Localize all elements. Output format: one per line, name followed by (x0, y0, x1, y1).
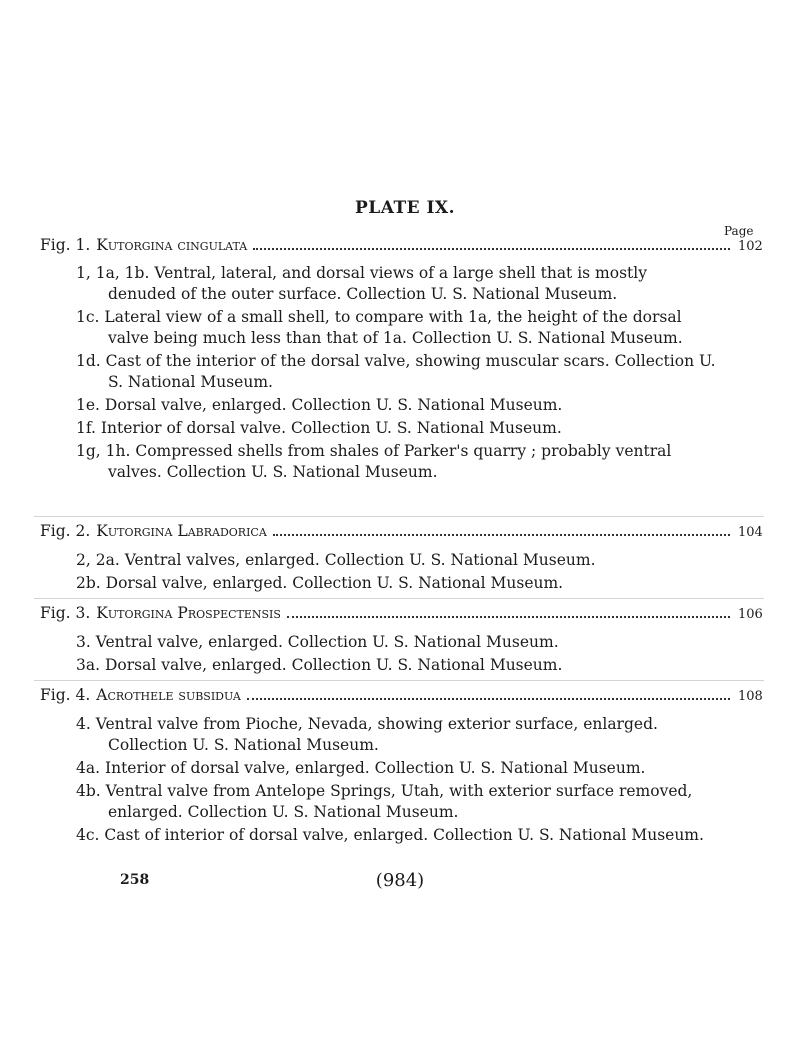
figure-label: Fig. 1. (40, 236, 91, 254)
item-text: Cast of the interior of the dorsal valve, showing muscular scars. Collection U. S. National Museum. (105, 352, 716, 391)
figure-item (76, 714, 716, 756)
item-text: Dorsal valve, enlarged. Collection U. S. National Museum. (104, 396, 563, 414)
figure-item (76, 758, 716, 779)
section-divider (34, 680, 764, 681)
item-ref: 1c. (76, 308, 100, 326)
item-ref: 3a. (76, 656, 101, 674)
figure-item (76, 825, 716, 846)
item-ref: 4. (76, 715, 91, 733)
figure-item (76, 550, 716, 571)
dot-leader (253, 247, 730, 250)
dot-leader (247, 697, 730, 700)
item-text: Dorsal valve, enlarged. Collection U. S. National Museum. (105, 574, 564, 592)
item-ref: 1g, 1h. (76, 442, 131, 460)
figure-item (76, 632, 716, 653)
item-text: Ventral valve from Pioche, Nevada, showing exterior surface, enlarged. Collection U. S. National Museum. (95, 715, 658, 754)
figure-heading (40, 604, 762, 622)
figure-item (76, 395, 716, 416)
sheet-number: 258 (120, 872, 150, 888)
figure-descriptions (76, 550, 716, 596)
page-reference: 102 (738, 239, 763, 254)
figure-descriptions (76, 632, 716, 678)
species-name: Acrothele subsidua (96, 686, 241, 704)
item-ref: 3. (76, 633, 91, 651)
figure-heading (40, 686, 762, 704)
figure-descriptions (76, 263, 716, 485)
item-text: Ventral valve from Antelope Springs, Utah, with exterior surface removed, enlarged. Collection U. S. National Museum. (105, 782, 693, 821)
page-column-header: Page (724, 224, 754, 238)
figure-label: Fig. 2. (40, 522, 91, 540)
item-text: Cast of interior of dorsal valve, enlarged. Collection U. S. National Museum. (104, 826, 704, 844)
figure-item (76, 307, 716, 349)
item-ref: 1d. (76, 352, 101, 370)
item-ref: 2, 2a. (76, 551, 120, 569)
item-text: Interior of dorsal valve, enlarged. Collection U. S. National Museum. (104, 759, 646, 777)
species-name: Kutorgina cingulata (96, 236, 248, 254)
figure-heading (40, 522, 762, 540)
figure-item (76, 263, 716, 305)
item-text: Lateral view of a small shell, to compare with 1a, the height of the dorsal valve being much less than that of 1a. Collection U. S. National Museum. (104, 308, 683, 347)
figure-descriptions (76, 714, 716, 848)
figure-item (76, 781, 716, 823)
figure-label: Fig. 4. (40, 686, 91, 704)
figure-item (76, 418, 716, 439)
item-ref: 1e. (76, 396, 100, 414)
figure-item (76, 441, 716, 483)
item-ref: 2b. (76, 574, 101, 592)
item-text: Dorsal valve, enlarged. Collection U. S. National Museum. (104, 656, 563, 674)
plate-title: PLATE IX. (354, 198, 456, 218)
dot-leader (287, 615, 730, 618)
dot-leader (273, 533, 730, 536)
section-divider (34, 516, 764, 517)
item-text: Compressed shells from shales of Parker's quarry ; probably ventral valves. Collection U. S. National Museum. (108, 442, 672, 481)
item-ref: 1f. (76, 419, 96, 437)
figure-label: Fig. 3. (40, 604, 91, 622)
page-reference: 104 (738, 525, 763, 540)
page-reference: 108 (738, 689, 763, 704)
item-ref: 4a. (76, 759, 101, 777)
figure-heading (40, 236, 762, 254)
section-divider (34, 598, 764, 599)
page-reference: 106 (738, 607, 763, 622)
figure-item (76, 573, 716, 594)
species-name: Kutorgina Prospectensis (96, 604, 281, 622)
page-number: (984) (375, 870, 425, 891)
species-name: Kutorgina Labradorica (96, 522, 267, 540)
item-text: Interior of dorsal valve. Collection U. S. National Museum. (100, 419, 562, 437)
item-ref: 4c. (76, 826, 100, 844)
item-text: Ventral valves, enlarged. Collection U. S. National Museum. (124, 551, 596, 569)
item-ref: 4b. (76, 782, 101, 800)
item-ref: 1, 1a, 1b. (76, 264, 150, 282)
figure-item (76, 351, 716, 393)
item-text: Ventral, lateral, and dorsal views of a large shell that is mostly denuded of the outer surface. Collection U. S. National Museum. (108, 264, 647, 303)
item-text: Ventral valve, enlarged. Collection U. S. National Museum. (95, 633, 559, 651)
figure-item (76, 655, 716, 676)
